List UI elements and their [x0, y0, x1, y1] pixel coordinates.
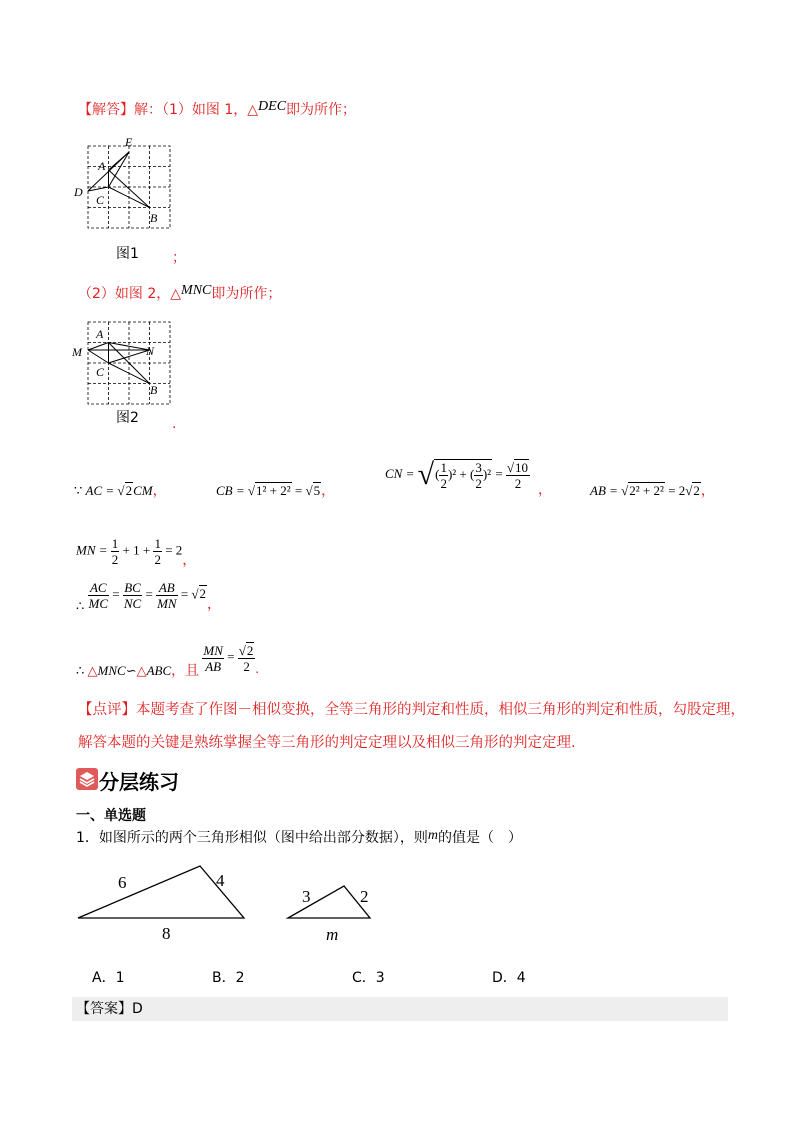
- figure-2-caption: 图2: [116, 410, 139, 426]
- final-sqrt-value: 2: [246, 643, 254, 658]
- option-b[interactable]: B．2: [212, 970, 245, 986]
- option-c[interactable]: C．3: [352, 970, 385, 986]
- solution-line-1: [78, 100, 356, 121]
- equation-mn: [76, 536, 196, 569]
- sim-triangle-1: MNC: [97, 662, 126, 678]
- option-d[interactable]: D．4: [492, 970, 526, 986]
- answer-tag: 【答案】: [76, 1001, 132, 1017]
- ratio-ab: AB: [156, 580, 178, 596]
- layers-icon: [76, 768, 98, 790]
- comma-6: ，: [207, 597, 222, 613]
- equation-ratio: ∴ $\frac{AC}{MC}$ = $\frac{BC}{NC}$ = $\frac{AB}{MN}$ = √2，: [76, 580, 222, 614]
- ratio-value: 2: [199, 586, 207, 602]
- answer-line: [76, 999, 143, 1019]
- small-triangle: [288, 886, 370, 918]
- mn-frac1-den: 2: [111, 552, 119, 567]
- ab-lhs: AB =: [590, 483, 622, 498]
- figure-2-period: .: [172, 416, 177, 432]
- comma-3: ，: [538, 482, 552, 498]
- ratio-ac: AC: [88, 580, 110, 596]
- solution-suffix-1: 即为所作；: [286, 102, 357, 118]
- ratio-nc: NC: [123, 596, 142, 611]
- ac-sqrt-value: 2: [125, 483, 133, 498]
- fig1-label-e: E: [125, 135, 133, 149]
- final-den: 2: [243, 659, 250, 674]
- q1-prefix: 1．如图所示的两个三角形相似（图中给出部分数据），则: [76, 830, 428, 846]
- fig1-label-b: B: [150, 211, 158, 225]
- solution-tag: 【解答】: [78, 102, 134, 118]
- q1-variable: m: [427, 828, 439, 843]
- final-mn: MN: [203, 642, 223, 658]
- comma-1: ，: [152, 484, 167, 499]
- equation-ac: ∵ AC = √2CM，: [74, 483, 167, 499]
- equation-cb: CB = √1² + 2² = √5，: [216, 483, 336, 499]
- final-ab: AB: [205, 658, 222, 674]
- fig1-label-a: A: [98, 159, 106, 173]
- figure-1-grid-diagram: [70, 134, 180, 229]
- small-tri-right: 2: [360, 887, 369, 906]
- fig1-label-c: C: [96, 193, 105, 207]
- period-final: .: [255, 661, 259, 677]
- ratio-mc: MC: [88, 596, 109, 611]
- ratio-bc: BC: [124, 580, 141, 595]
- comma-4: ，: [700, 484, 715, 499]
- comma-5: ，: [182, 553, 197, 569]
- q1-suffix: 的值是（ ）: [438, 830, 523, 846]
- cb-lhs: CB =: [216, 483, 248, 498]
- big-tri-left: 6: [118, 873, 127, 892]
- cn-frac1-num: 1: [440, 460, 447, 475]
- therefore-symbol-1: ∴: [76, 598, 85, 614]
- option-a[interactable]: A．1: [92, 970, 125, 986]
- mn-lhs: MN =: [76, 542, 111, 558]
- practice-subhead: 一、单选题: [76, 808, 146, 824]
- ac-lhs: AC =: [85, 483, 118, 498]
- and-text: ，且: [171, 663, 200, 679]
- ac-rhs: CM: [133, 483, 153, 498]
- review-tag: 【点评】: [78, 702, 136, 718]
- review-text-1: 本题考查了作图－相似变换，全等三角形的判定和性质，相似三角形的判定和性质，勾股定理，: [136, 702, 745, 718]
- ratio-mn: MN: [157, 596, 177, 611]
- fig2-label-c: C: [96, 365, 105, 379]
- question-1: [76, 828, 522, 849]
- big-tri-right: 4: [216, 871, 225, 890]
- cb-radicand: 1² + 2²: [256, 483, 291, 498]
- cn-lhs: CN =: [385, 465, 418, 481]
- solution-suffix-2: 即为所作；: [211, 286, 282, 302]
- fig2-label-a: A: [96, 327, 104, 341]
- equation-cn: CN = √( $\frac{1}{2}$ )² + ( $\frac{3}{2}$ )² = $\frac{√10}{2}$: [385, 458, 529, 491]
- part2-intro: （2）如图 2，△: [78, 286, 182, 302]
- cn-frac1-den: 2: [440, 476, 447, 491]
- cb-value: 5: [313, 483, 321, 498]
- practice-title: 分层练习: [99, 770, 179, 794]
- similar-symbol: ∽: [125, 662, 137, 678]
- triangle-mnc-label: MNC: [181, 283, 212, 298]
- review-line-1: [78, 700, 745, 720]
- answer-bar: [72, 997, 728, 1021]
- triangle-dec-label: DEC: [258, 99, 287, 114]
- triangles-figure: [70, 858, 390, 948]
- solution-line-2: [78, 284, 281, 305]
- because-symbol: ∵: [74, 483, 83, 498]
- fig2-label-n: N: [146, 344, 155, 358]
- cn-val-den: 2: [514, 476, 522, 491]
- mn-rhs: = 2: [161, 542, 183, 558]
- big-tri-base: 8: [162, 924, 171, 943]
- solution-intro: 解：（1）如图 1，△: [134, 102, 259, 118]
- figure-1-caption: 图1: [116, 246, 139, 262]
- sim-triangle-2: ABC: [146, 662, 172, 678]
- review-line-2: 解答本题的关键是熟练掌握全等三角形的判定定理以及相似三角形的判定定理.: [78, 735, 576, 751]
- ab-value: 2: [693, 483, 700, 498]
- fig1-label-d: D: [74, 185, 83, 199]
- small-tri-left: 3: [302, 887, 311, 906]
- mn-frac2-num: 1: [154, 536, 161, 551]
- mn-frac2-den: 2: [154, 552, 161, 567]
- comma-2: ，: [321, 484, 336, 499]
- fig2-label-m: M: [72, 345, 82, 359]
- answer-value: D: [132, 1001, 143, 1017]
- equation-ab: AB = √2² + 2² = 2√2，: [590, 483, 715, 499]
- therefore-symbol-2: ∴: [76, 662, 85, 678]
- figure-2-grid-diagram: [70, 316, 180, 406]
- mn-mid: + 1 +: [119, 542, 154, 558]
- small-tri-base: m: [326, 925, 339, 944]
- fig2-label-b: B: [150, 383, 158, 397]
- ab-equals: = 2: [664, 483, 686, 498]
- equation-similar: ∴ △MNC∽△ABC，且 $\frac{MN}{AB}$ = $\frac{√2}{2}$ .: [76, 642, 259, 679]
- ab-radicand: 2² + 2²: [629, 483, 664, 498]
- figure-1-semicolon: ；: [172, 250, 186, 266]
- cn-val-num: 10: [515, 460, 529, 475]
- mn-frac1-num: 1: [111, 536, 119, 551]
- cb-equals: =: [291, 483, 306, 498]
